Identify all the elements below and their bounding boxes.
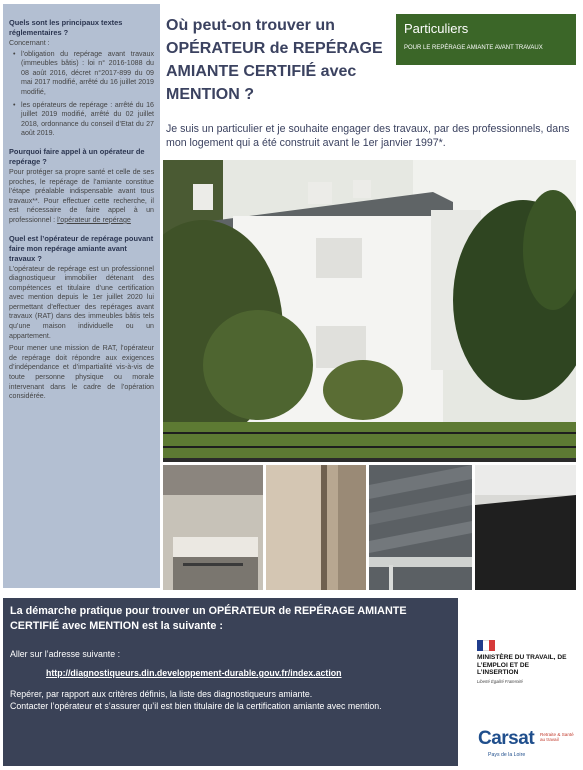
sidebar-faq (3, 4, 160, 588)
roof-tiles-photo (369, 465, 472, 590)
procedure-panel (3, 598, 458, 766)
procedure-step: Contacter l’opérateur et s’assurer qu’il est bien titulaire de la certification amiante avec mention. (10, 701, 382, 711)
concernant-label: Concernant : (9, 39, 50, 47)
operateur-link[interactable]: l’opérateur de repérage (57, 215, 131, 224)
procedure-step: Repérer, par rapport aux critères définis, la liste des diagnostiqueurs amiante. (10, 689, 313, 699)
regulation-list (9, 50, 154, 139)
audience-badge (396, 14, 576, 65)
house-photo (163, 160, 576, 462)
answer-text: Pour protéger sa propre santé et celle de ses proches, le repérage de l’amiante constitue l’étape préalable indispensable avant tous travaux**. Pour effectuer cette recherche, il est nécessaire de faire appel à un professionnel : (9, 167, 154, 224)
answer-mission-rat: Pour mener une mission de RAT, l’opérateur de repérage doit répondre aux exigences d’indépendance et d’impartialité vis-à-vis de toute personne physique ou morale intervenant dans le cadre de l’opération considérée. (9, 344, 154, 401)
badge-subtitle: POUR LE REPÉRAGE AMIANTE AVANT TRAVAUX (404, 45, 543, 51)
question-pourquoi-operateur: Pourquoi faire appel à un opérateur de repérage ? (9, 146, 145, 166)
title-line: AMIANTE CERTIFIÉ avec MENTION ? (166, 63, 357, 103)
badge-title: Particuliers (404, 21, 469, 36)
page-title (166, 14, 392, 106)
intro-text: Je suis un particulier et je souhaite engager des travaux, par des professionnels, dans mon logement qui a été construit avant le 1er janvier 1997*. (166, 123, 570, 149)
answer-quel-operateur: L’opérateur de repérage est un professionnel diagnostiqueur immobilier détenant des compétences et titulaire d’une certification avec mention depuis le 1er juillet 2020 lui permettant d’effectuer des repérages avant travaux (RAT) dans des immeubles bâtis tels qu’une maison individuelle ou un appartement. (9, 264, 154, 340)
carsat-name: Carsat (478, 728, 535, 749)
ministere-name: MINISTÈRE DU TRAVAIL, DE L’EMPLOI ET DE L’INSERTION (477, 654, 567, 677)
address-label: Aller sur l’adresse suivante : (10, 649, 121, 659)
regulation-item: • les opérateurs de repérage : arrêté du 16 juillet 2019 modifié, arrêté du 02 juillet 2018, ordonnance du conseil d’Etat du 27 août 2019. (9, 101, 154, 139)
flag-icon (477, 640, 495, 651)
title-line: OPÉRATEUR de REPÉRAGE (166, 40, 383, 57)
carsat-logo (478, 728, 573, 762)
procedure-heading: La démarche pratique pour trouver un OPÉRATEUR de REPÉRAGE AMIANTE CERTIFIÉ avec MENTION est la suivante : (10, 605, 407, 632)
question-quel-operateur: Quel est l’opérateur de repérage pouvant faire mon repérage amiante avant travaux ? (9, 233, 154, 263)
ministere-logo (477, 640, 567, 684)
regulation-item: • l’obligation du repérage avant travaux (immeubles bâtis) : loi n° 2016-1088 du 08 août 2016, décret n°2017-899 du 09 mai 2017 modifié, arrêté du 16 juillet 2019 modifié, (9, 50, 154, 98)
diagnostiqueurs-link[interactable]: http://diagnostiqueurs.din.developpement-durable.gouv.fr/index.action (46, 668, 342, 678)
carsat-region: Pays de la Loire (488, 752, 526, 758)
title-line: Où peut-on trouver un (166, 17, 335, 34)
question-textes-reglementaires: Quels sont les principaux textes réglementaires ? (9, 18, 123, 37)
floor-photo (475, 465, 576, 590)
answer-pourquoi-operateur (9, 168, 154, 226)
republic-motto: Liberté Égalité Fraternité (477, 678, 523, 684)
wall-corner-photo (266, 465, 366, 590)
kitchen-photo (163, 465, 263, 590)
carsat-tagline: Retraite & Santé au travail (540, 732, 574, 743)
